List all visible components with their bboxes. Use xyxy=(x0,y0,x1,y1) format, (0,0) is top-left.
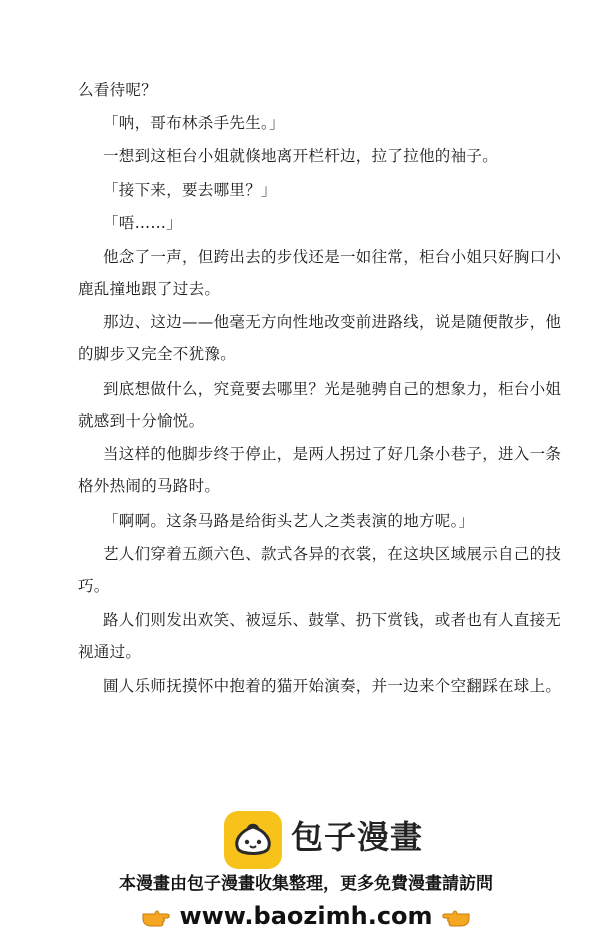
pointing-hand-icon xyxy=(441,906,471,928)
text-line: 就感到十分愉悦。 xyxy=(78,412,205,430)
paragraph xyxy=(78,438,562,502)
pointing-hand-icon xyxy=(141,906,171,928)
paragraph xyxy=(78,207,540,239)
text-line: 巧。 xyxy=(78,577,110,595)
text-line: 艺人们穿着五颜六色、款式各异的衣裳，在这块区域展示自己的技 xyxy=(103,545,562,563)
paragraph xyxy=(78,107,540,139)
site-notice: 本漫畫由包子漫畫收集整理，更多免費漫畫請訪問 xyxy=(119,874,493,894)
paragraph xyxy=(78,373,562,437)
text-line: 的脚步又完全不犹豫。 xyxy=(78,345,237,363)
baozi-logo-icon xyxy=(224,811,282,869)
paragraph xyxy=(78,241,562,305)
text-line: 格外热闹的马路时。 xyxy=(78,477,221,495)
text-line: 圃人乐师抚摸怀中抱着的猫开始演奏，并一边来个空翻踩在球上。 xyxy=(103,677,562,695)
paragraph xyxy=(78,306,562,370)
paragraph xyxy=(78,74,540,106)
url-row xyxy=(0,898,612,934)
text-line: 他念了一声，但跨出去的步伐还是一如往常，柜台小姐只好胸口小 xyxy=(103,248,562,266)
text-line: 「呐，哥布林杀手先生。」 xyxy=(103,114,285,132)
paragraph xyxy=(78,140,540,172)
paragraph xyxy=(78,505,540,537)
text-line: 鹿乱撞地跟了过去。 xyxy=(78,280,221,298)
brand-name: 包子漫畫 xyxy=(291,818,424,856)
paragraph xyxy=(78,174,540,206)
site-url-link[interactable]: www.baozimh.com xyxy=(179,902,433,930)
text-line: 当这样的他脚步终于停止，是两人拐过了好几条小巷子，进入一条 xyxy=(103,445,562,463)
text-line: 「啊啊。这条马路是给街头艺人之类表演的地方呢。」 xyxy=(103,512,475,530)
text-line: 那边、这边——他毫无方向性地改变前进路线，说是随便散步，他 xyxy=(103,313,562,331)
text-line: 路人们则发出欢笑、被逗乐、鼓掌、扔下赏钱，或者也有人直接无 xyxy=(103,611,562,629)
text-line: 「唔……」 xyxy=(103,214,183,232)
text-line: 么看待呢？ xyxy=(78,81,158,99)
paragraph xyxy=(78,670,562,702)
paragraph xyxy=(78,604,562,668)
text-line: 视通过。 xyxy=(78,643,142,661)
text-line: 「接下来，要去哪里？」 xyxy=(103,181,277,199)
paragraph xyxy=(78,538,562,602)
text-line: 一想到这柜台小姐就倏地离开栏杆边，拉了拉他的袖子。 xyxy=(103,147,499,165)
text-line: 到底想做什么，究竟要去哪里？光是驰骋自己的想象力，柜台小姐 xyxy=(103,380,562,398)
